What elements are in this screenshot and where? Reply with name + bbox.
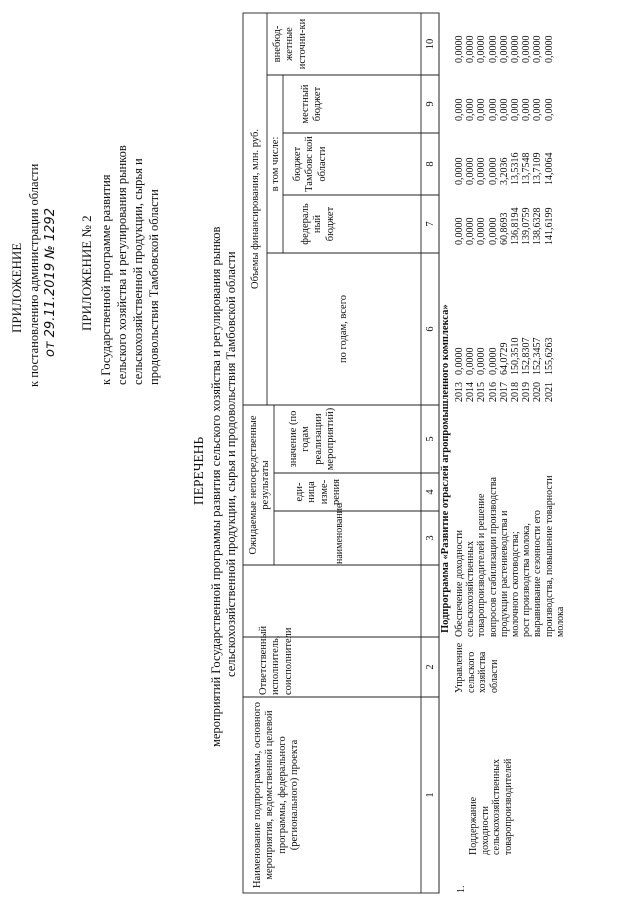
row-executor-line: области [488,659,500,693]
handwritten-date: от 29.11.2019 № 1292 [43,208,58,357]
row-name-line: товаропроизводителей [502,758,514,855]
total-cell: 150,3510 [510,337,521,375]
col-number-4: 4 [425,489,436,495]
header-by-year: по годам, всего [338,294,349,364]
local-cell: 0,000 [487,98,499,121]
header-executor: Ответственный исполнитель, соисполнители [258,625,294,695]
col-number-9: 9 [425,101,436,107]
extra-cell: 0,0000 [465,35,477,63]
extra-cell: 0,0000 [532,35,544,63]
header-results: Ожидаемые непосредственные результаты [248,415,272,555]
header-name: Наименование подпрограммы, основного мероприятия, ведомственной целевой программы, федерального (регионального) проекта [252,701,301,889]
year-cell: 2013 [454,382,465,402]
header-including: в том числе: [270,136,281,192]
row-executor-line: Управление [454,642,465,693]
federal-cell: 0,0000 [454,217,465,245]
row-name-line: Поддержание [468,796,479,855]
regional-cell: 0,0000 [454,157,465,185]
federal-cell: 60,8693 [498,212,510,245]
col-number-3: 3 [425,535,436,541]
total-cell: 152,3457 [532,337,544,375]
year-cell: 2020 [532,382,544,402]
regional-cell: 14,0064 [543,152,555,185]
extra-cell: 0,0000 [487,35,499,63]
row-result-line: вопросов стабилизации производства [487,477,499,637]
total-cell: 0,0000 [487,347,499,375]
col-number-6: 6 [425,326,436,332]
program-line-3: сельскохозяйственной продукции, сырья и [131,158,145,385]
row-result-line: производства, повышение товарности [543,475,555,637]
list-title: ПЕРЕЧЕНЬ [191,436,206,505]
col-number-10: 10 [425,38,436,50]
row-name-line: доходности [479,805,491,855]
list-subtitle-1: мероприятий Государственной программы развития сельского хозяйства и регулирования рынков [209,226,223,747]
header-extra: внебюд-жетные источни-ки [272,18,308,70]
decree-line: к постановлению администрации области [27,163,41,387]
row-result-line: молочного скотоводства; [510,531,521,637]
regional-cell: 0,0000 [487,157,499,185]
local-cell: 0,000 [532,98,544,121]
federal-cell: 139,0759 [521,207,533,245]
program-line-2: сельского хозяйства и регулирования рынков [115,145,129,385]
total-cell: 64,0729 [498,342,510,375]
program-line-1: к Государственной программе развития [99,174,113,385]
regional-cell: 13,5316 [510,152,521,185]
regional-cell: 13,7109 [532,152,544,185]
year-cell: 2017 [498,382,510,402]
row-result-line: Обеспечение доходности [454,530,465,637]
header-local: местный бюджет [300,84,324,124]
total-cell: 155,6263 [543,337,555,375]
extra-cell: 0,0000 [498,35,510,63]
local-cell: 0,000 [498,98,510,121]
regional-cell: 0,0000 [465,157,477,185]
federal-cell: 0,0000 [487,217,499,245]
extra-cell: 0,0000 [454,35,465,63]
header-result-unit: еди-ница изме-рения [294,479,343,505]
year-cell: 2016 [487,382,499,402]
col-number-2: 2 [425,664,436,670]
year-cell: 2018 [510,382,521,402]
header-regional: бюджет Тамбовс кой области [292,136,328,192]
extra-cell: 0,0000 [521,35,533,63]
extra-cell: 0,0000 [543,35,555,63]
federal-cell: 141,6199 [543,207,555,245]
total-cell: 152,8307 [521,337,533,375]
total-cell: 0,0000 [465,347,477,375]
year-cell: 2021 [543,382,555,402]
federal-cell: 0,0000 [476,217,488,245]
federal-cell: 138,6328 [532,207,544,245]
row-result-line: товаропроизводителей и решение [476,493,488,637]
header-result-name: наименование [334,503,345,564]
row-executor-line: сельского [465,651,477,693]
local-cell: 0,000 [510,98,521,121]
row-name-line: сельскохозяйственных [491,759,502,855]
header-federal: федераль ный бюджет [300,203,336,245]
regional-cell: 3,2036 [498,157,510,185]
regional-cell: 13,7548 [521,152,533,185]
row-result-line: выравнивание сезонности его [532,510,544,637]
extra-cell: 0,0000 [510,35,521,63]
row-result-line: продукции растениеводства и [498,510,510,637]
program-line-4: продовольствия Тамбовской области [147,189,161,385]
local-cell: 0,000 [454,98,465,121]
header-result-value: значение (по годам реализации мероприятий) [288,407,337,471]
col-number-7: 7 [425,221,436,227]
row-result-line: молока [554,606,566,637]
subprogram-title: Подпрограмма «Развитие отраслей агропромышленного комплекса» [440,304,451,633]
row-result-line: рост производства молока, [521,523,533,637]
federal-cell: 136,8194 [510,207,521,245]
col-number-8: 8 [425,161,436,167]
row-executor-line: хозяйства [477,651,488,693]
local-cell: 0,000 [521,98,533,121]
year-cell: 2019 [521,382,533,402]
year-cell: 2015 [476,382,488,402]
list-subtitle-2: сельскохозяйственной продукции, сырья и продовольствия Тамбовской области [224,251,238,677]
year-cell: 2014 [465,382,477,402]
col-number-1: 1 [425,792,436,798]
local-cell: 0,000 [465,98,477,121]
row-result-line: сельскохозяйственных [465,541,477,637]
extra-cell: 0,0000 [476,35,488,63]
row-number: 1. [456,885,467,893]
local-cell: 0,000 [543,98,555,121]
local-cell: 0,000 [476,98,488,121]
total-cell: 0,0000 [476,347,488,375]
col-number-5: 5 [425,436,436,442]
header-funding: Объемы финансирования, млн. руб. [250,129,261,289]
total-cell: 0,0000 [454,347,465,375]
federal-cell: 0,0000 [465,217,477,245]
appendix-number: ПРИЛОЖЕНИЕ № 2 [79,215,94,331]
regional-cell: 0,0000 [476,157,488,185]
attachment-title: ПРИЛОЖЕНИЕ [9,242,24,333]
